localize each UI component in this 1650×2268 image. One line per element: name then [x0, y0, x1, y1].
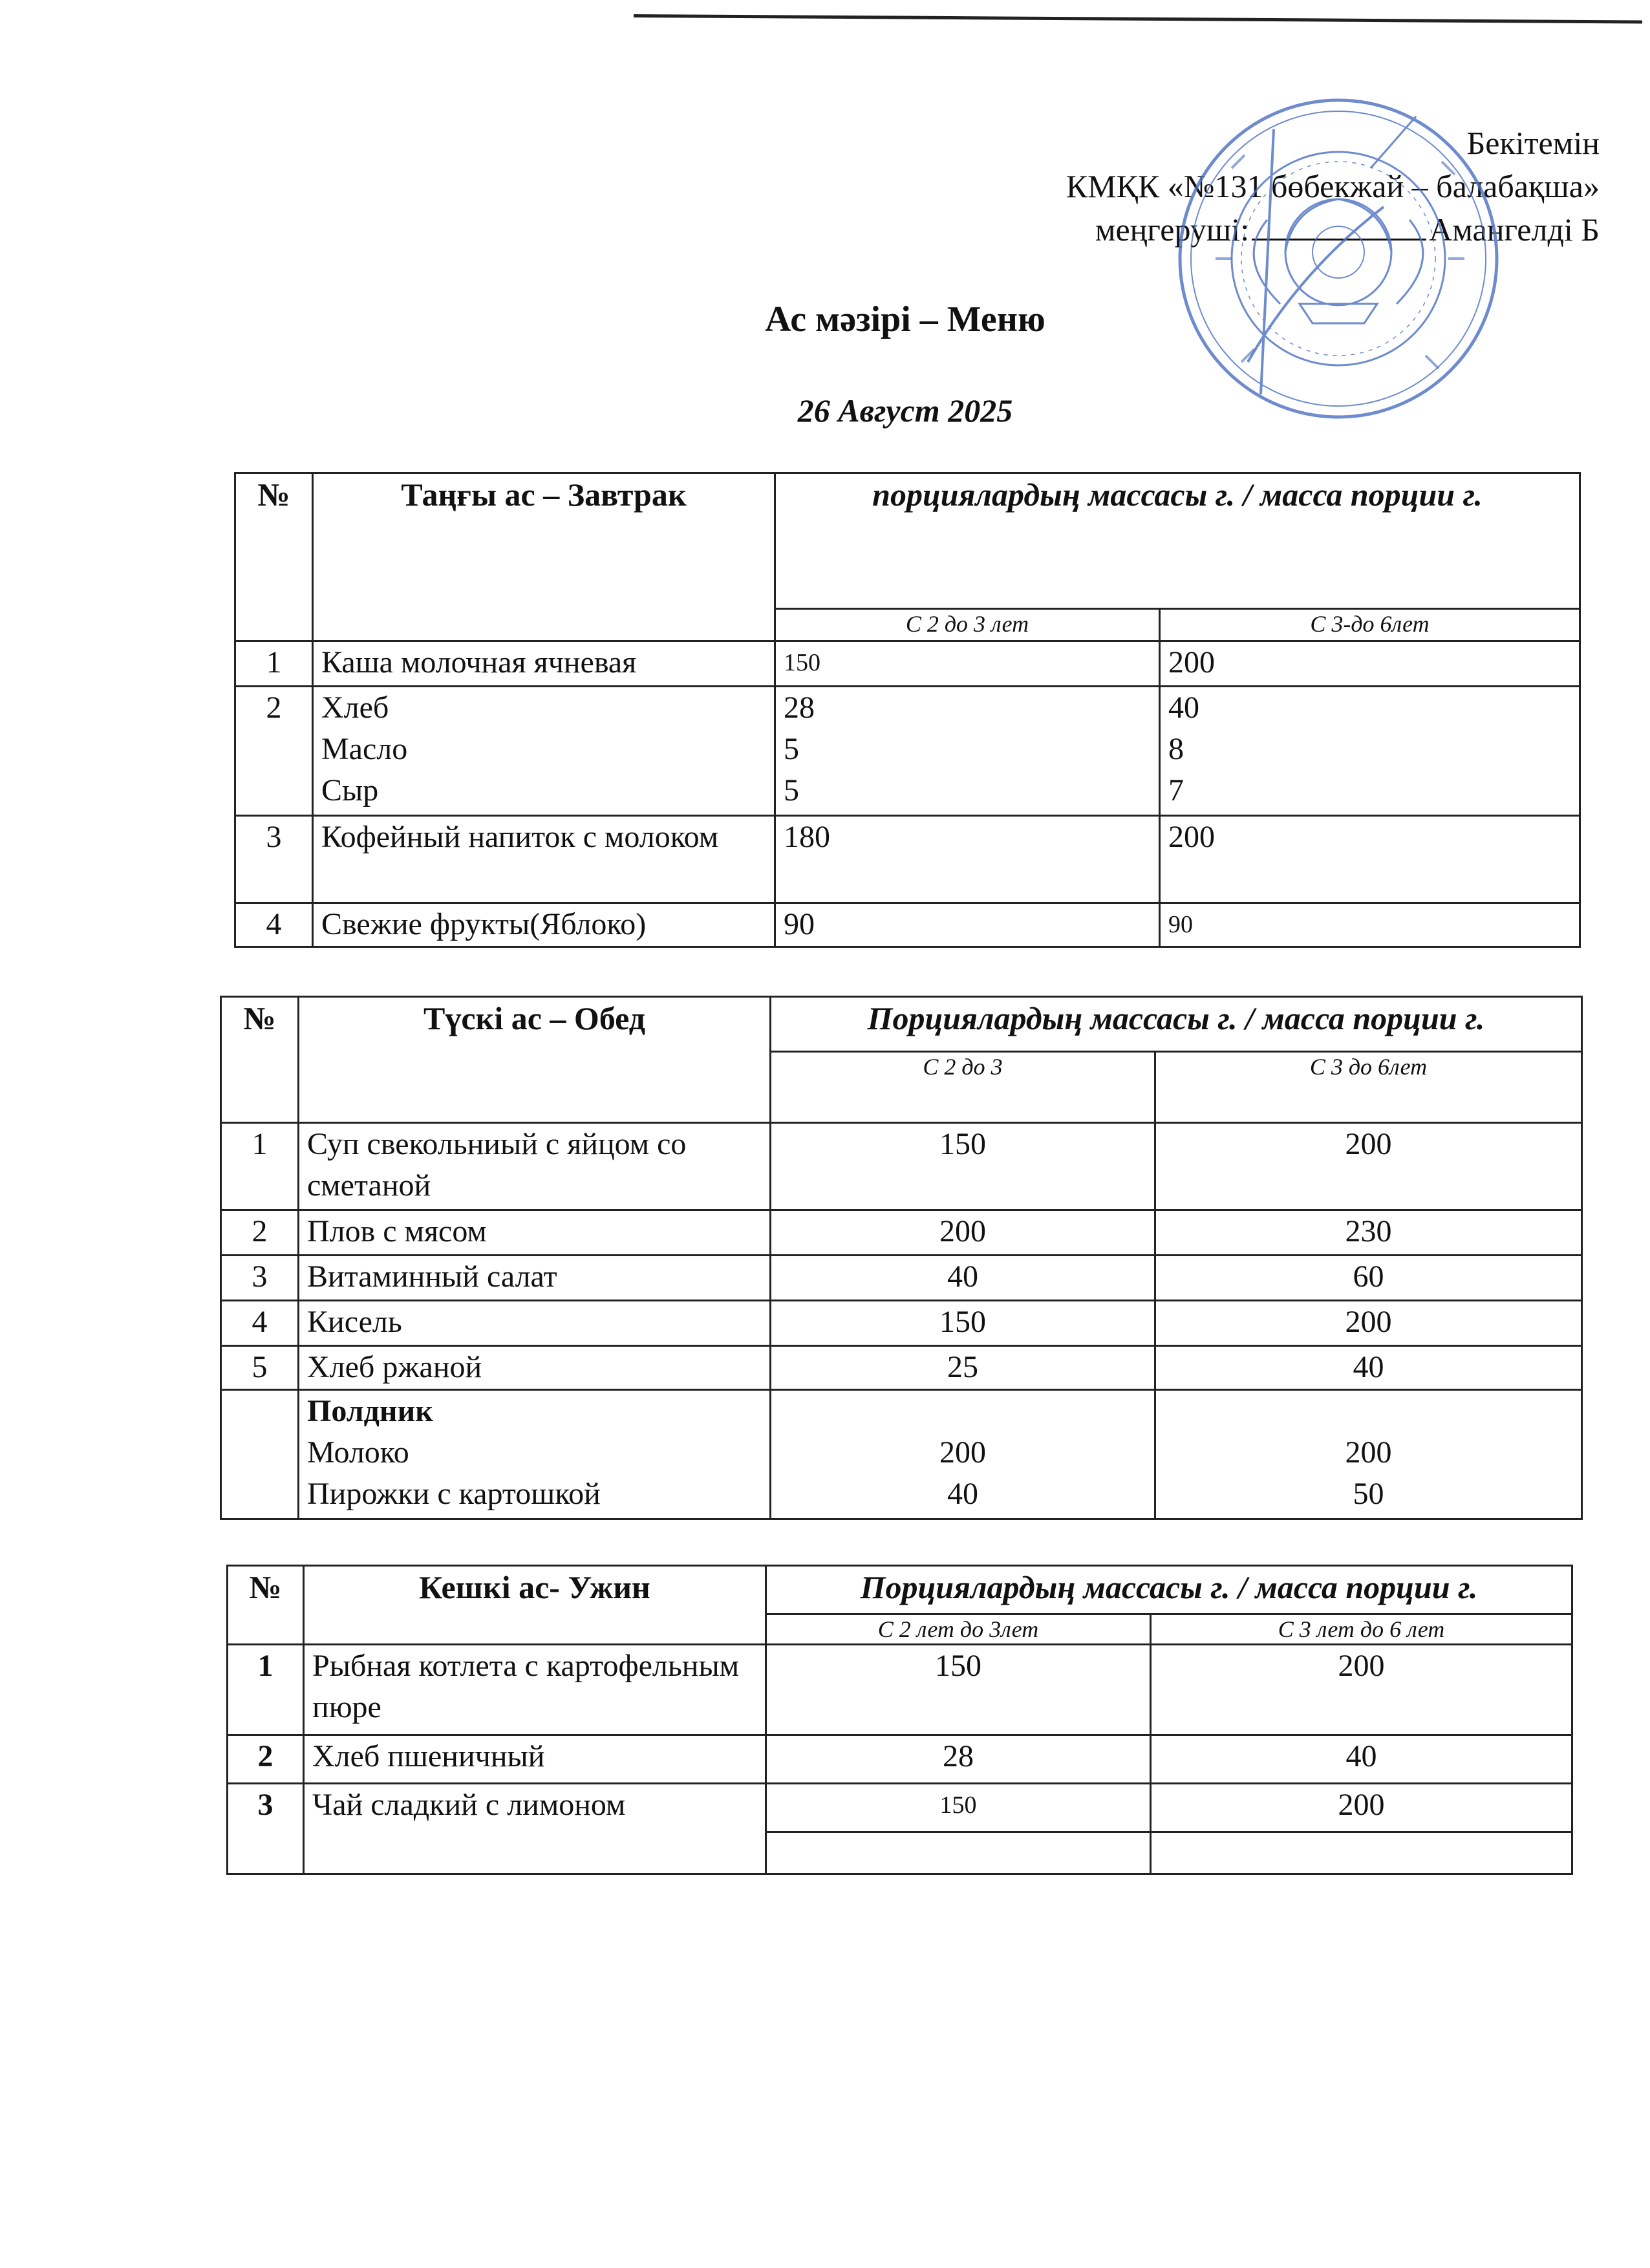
approve-label: Бекітемін — [1466, 125, 1600, 161]
dish-name: Свежие фрукты(Яблоко) — [313, 903, 775, 947]
portion-value: 8 — [1168, 732, 1184, 766]
table-row — [221, 1123, 1582, 1210]
portion-age-2: 200 — [1155, 1123, 1582, 1210]
portion-age-1: 40 — [771, 1256, 1155, 1301]
meal-title: Таңғы ас – Завтрак — [313, 473, 775, 641]
dish-name: Каша молочная ячневая — [313, 641, 775, 687]
page-title: Ас мәзірі – Меню — [765, 299, 1045, 339]
table-row — [235, 641, 1580, 687]
lunch-table — [220, 996, 1583, 1520]
row-number: 3 — [235, 816, 313, 903]
dish-list — [313, 687, 775, 816]
breakfast-header-row — [235, 473, 1580, 609]
row-number: 3 — [221, 1256, 299, 1301]
role-label: меңгеруші: — [1095, 211, 1250, 248]
lunch-header-row — [221, 997, 1582, 1052]
age-group-2: С 3 до 6лет — [1155, 1052, 1582, 1123]
portion-age-2: 200 — [1160, 816, 1580, 903]
portion-age-1: 90 — [775, 903, 1160, 947]
table-row — [228, 1645, 1572, 1735]
portion-value: 28 — [784, 690, 815, 725]
portion-value: 7 — [1168, 773, 1184, 808]
row-number: 1 — [221, 1123, 299, 1210]
portion-value: 40 — [947, 1477, 978, 1511]
table-row — [221, 1210, 1582, 1256]
portion-mass-header: порциялардың массасы г. / масса порции г. — [775, 473, 1580, 609]
portion-age-2: 200 — [1160, 641, 1580, 687]
number-header: № — [228, 1566, 304, 1645]
portion-list-age-1 — [771, 1390, 1155, 1519]
portion-age-2: 90 — [1160, 903, 1580, 947]
portion-mass-header: Порциялардың массасы г. / масса порции г. — [766, 1566, 1572, 1614]
portion-age-2: 40 — [1155, 1346, 1582, 1390]
empty-cell — [766, 1832, 1151, 1874]
dish-name: Молоко — [307, 1435, 409, 1470]
number-header: № — [221, 997, 299, 1123]
dish-name: Плов с мясом — [299, 1210, 771, 1256]
age-group-2: С 3-до 6лет — [1160, 609, 1580, 641]
portion-age-2: 230 — [1155, 1210, 1582, 1256]
table-row — [221, 1301, 1582, 1346]
table-row — [221, 1256, 1582, 1301]
portion-value: 200 — [1345, 1435, 1392, 1470]
portion-age-1: 200 — [771, 1210, 1155, 1256]
row-number: 3 — [228, 1784, 304, 1874]
dish-name: Суп свекольниый с яйцом со сметаной — [299, 1123, 771, 1210]
dish-name: Пирожки с картошкой — [307, 1477, 601, 1511]
portion-value: 5 — [784, 773, 799, 808]
portion-age-1: 180 — [775, 816, 1160, 903]
table-row — [228, 1735, 1572, 1784]
row-number: 4 — [221, 1301, 299, 1346]
portion-list-age-2 — [1155, 1390, 1582, 1519]
portion-age-2: 60 — [1155, 1256, 1582, 1301]
age-group-2: С 3 лет до 6 лет — [1151, 1614, 1572, 1645]
row-number: 2 — [235, 687, 313, 816]
portion-value: 200 — [939, 1435, 986, 1470]
portion-list-age-1 — [775, 687, 1160, 816]
portion-age-2: 40 — [1151, 1735, 1572, 1784]
table-row — [235, 903, 1580, 947]
portion-age-1: 150 — [771, 1301, 1155, 1346]
portion-age-1: 150 — [771, 1123, 1155, 1210]
snack-title: Полдник — [307, 1394, 433, 1428]
dinner-header-row — [228, 1566, 1572, 1614]
row-number — [221, 1390, 299, 1519]
dish-name: Рыбная котлета с картофельным пюре — [304, 1645, 766, 1735]
row-number: 5 — [221, 1346, 299, 1390]
row-number: 2 — [228, 1735, 304, 1784]
portion-list-age-2 — [1160, 687, 1580, 816]
meal-title: Түскі ас – Обед — [299, 997, 771, 1123]
dish-name: Хлеб ржаной — [299, 1346, 771, 1390]
snack-row — [221, 1390, 1582, 1519]
table-row — [228, 1784, 1572, 1832]
dish-name: Сыр — [321, 773, 379, 808]
menu-date: 26 Август 2025 — [797, 392, 1013, 429]
portion-age-1: 25 — [771, 1346, 1155, 1390]
empty-cell — [1151, 1832, 1572, 1874]
scan-edge-line — [634, 14, 1642, 24]
official-seal-stamp — [1170, 91, 1506, 427]
row-number: 1 — [235, 641, 313, 687]
dish-name: Хлеб — [321, 690, 389, 725]
snack-list — [299, 1390, 771, 1519]
dish-name: Витаминный салат — [299, 1256, 771, 1301]
age-group-1: С 2 до 3 лет — [775, 609, 1160, 641]
manager-name: Амангелді Б — [1429, 211, 1600, 248]
portion-age-1: 150 — [766, 1645, 1151, 1735]
portion-age-1: 150 — [766, 1784, 1151, 1832]
portion-value: 50 — [1353, 1477, 1384, 1511]
portion-age-2: 200 — [1151, 1784, 1572, 1832]
number-header: № — [235, 473, 313, 641]
table-row — [235, 687, 1580, 816]
dish-name: Чай сладкий с лимоном — [304, 1784, 766, 1874]
dish-name: Хлеб пшеничный — [304, 1735, 766, 1784]
portion-age-2: 200 — [1151, 1645, 1572, 1735]
portion-value: 40 — [1168, 690, 1199, 725]
dish-name: Кисель — [299, 1301, 771, 1346]
table-row — [221, 1346, 1582, 1390]
portion-value: 5 — [784, 732, 799, 766]
age-group-1: С 2 лет до 3лет — [766, 1614, 1151, 1645]
row-number: 4 — [235, 903, 313, 947]
breakfast-table — [234, 472, 1581, 948]
portion-age-2: 200 — [1155, 1301, 1582, 1346]
meal-title: Кешкі ас- Ужин — [304, 1566, 766, 1645]
portion-age-1: 28 — [766, 1735, 1151, 1784]
dish-name: Масло — [321, 732, 408, 766]
organization-name: КМҚК «№131 бөбекжай – балабақша» — [1066, 168, 1600, 204]
row-number: 2 — [221, 1210, 299, 1256]
portion-mass-header: Порциялардың массасы г. / масса порции г. — [771, 997, 1582, 1052]
dinner-table — [226, 1565, 1573, 1875]
dish-name: Кофейный напиток с молоком — [313, 816, 775, 903]
age-group-1: С 2 до 3 — [771, 1052, 1155, 1123]
portion-age-1: 150 — [775, 641, 1160, 687]
table-row — [235, 816, 1580, 903]
row-number: 1 — [228, 1645, 304, 1735]
